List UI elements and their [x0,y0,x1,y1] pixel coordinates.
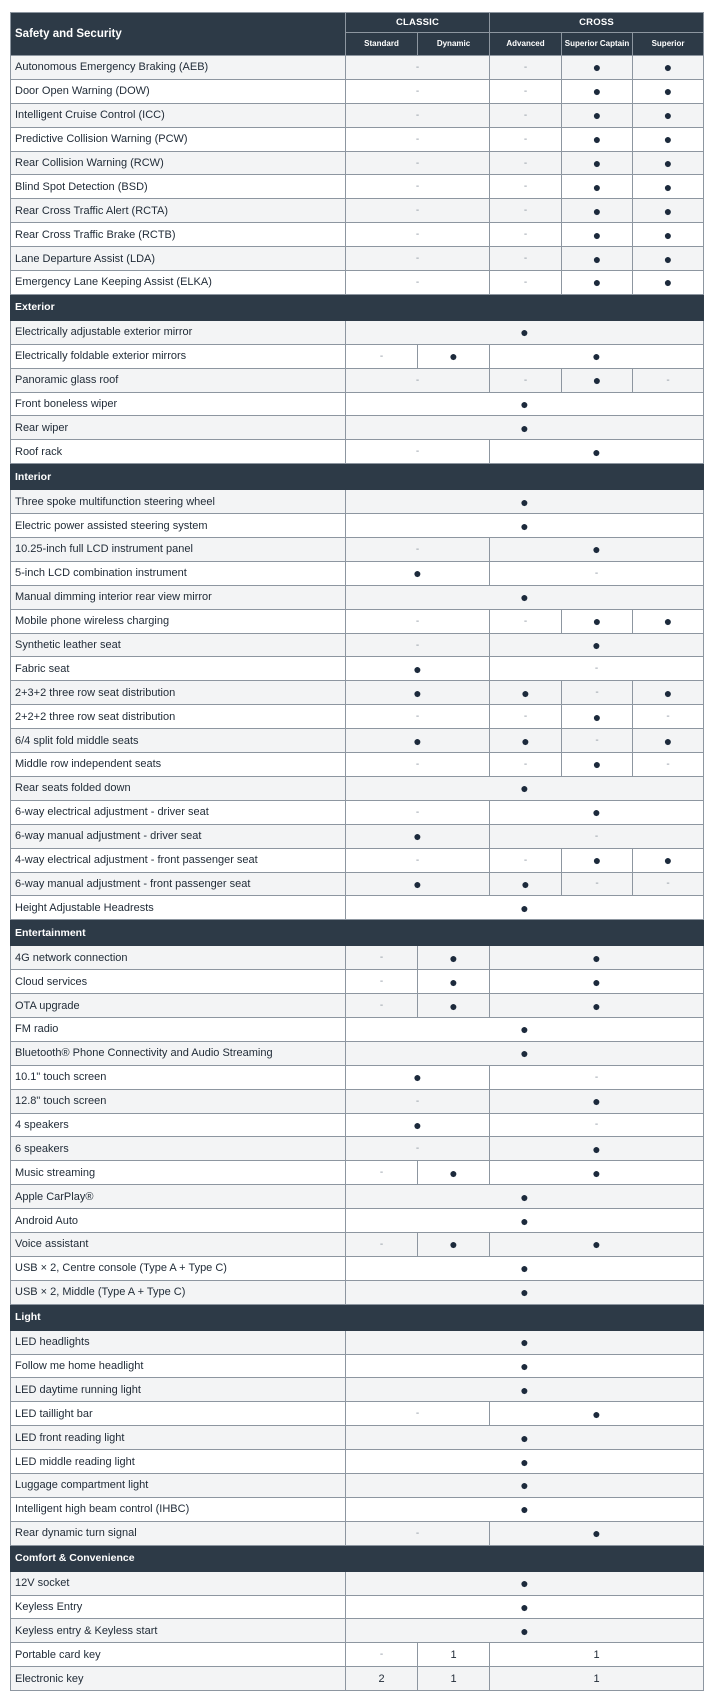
not-included-dash: - [490,657,704,681]
not-included-dash: - [346,1643,418,1667]
feature-label: Predictive Collision Warning (PCW) [11,127,346,151]
included-dot-icon: ● [490,538,704,562]
feature-label: LED middle reading light [11,1450,346,1474]
included-dot-icon: ● [562,753,633,777]
table-row [11,344,704,368]
table-row [11,1280,704,1304]
included-dot-icon: ● [562,271,633,295]
feature-label: 6-way manual adjustment - front passenger seat [11,872,346,896]
feature-label: LED taillight bar [11,1402,346,1426]
included-dot-icon: ● [346,1619,704,1643]
table-row [11,1643,704,1667]
included-dot-icon: ● [346,657,490,681]
feature-label: Three spoke multifunction steering wheel [11,490,346,514]
not-included-dash: - [490,223,562,247]
table-row [11,1595,704,1619]
variant-header-superior: Superior [633,33,704,56]
table-row [11,175,704,199]
table-row [11,824,704,848]
included-dot-icon: ● [562,247,633,271]
table-row [11,1619,704,1643]
not-included-dash: - [490,824,704,848]
included-dot-icon: ● [562,79,633,103]
included-dot-icon: ● [490,994,704,1018]
feature-label: Manual dimming interior rear view mirror [11,585,346,609]
included-dot-icon: ● [346,1185,704,1209]
quantity-value: 1 [418,1667,490,1691]
section-title: Comfort & Convenience [11,1545,704,1571]
included-dot-icon: ● [418,1161,490,1185]
feature-label: Rear wiper [11,416,346,440]
table-row [11,1041,704,1065]
included-dot-icon: ● [562,56,633,80]
feature-label: Electrically foldable exterior mirrors [11,344,346,368]
feature-label: Rear Cross Traffic Brake (RCTB) [11,223,346,247]
not-included-dash: - [346,705,490,729]
not-included-dash: - [490,199,562,223]
included-dot-icon: ● [490,1521,704,1545]
section-title: Light [11,1304,704,1330]
feature-label: Android Auto [11,1209,346,1233]
included-dot-icon: ● [633,247,704,271]
feature-label: Follow me home headlight [11,1354,346,1378]
not-included-dash: - [490,79,562,103]
table-row [11,946,704,970]
not-included-dash: - [346,344,418,368]
feature-label: Synthetic leather seat [11,633,346,657]
not-included-dash: - [490,1113,704,1137]
table-row [11,585,704,609]
not-included-dash: - [633,753,704,777]
not-included-dash: - [346,970,418,994]
included-dot-icon: ● [490,1161,704,1185]
not-included-dash: - [346,633,490,657]
feature-label: 6-way manual adjustment - driver seat [11,824,346,848]
table-row [11,1113,704,1137]
included-dot-icon: ● [346,1571,704,1595]
feature-label: Autonomous Emergency Braking (AEB) [11,56,346,80]
not-included-dash: - [346,223,490,247]
included-dot-icon: ● [346,1473,704,1497]
section-title: Entertainment [11,920,704,946]
included-dot-icon: ● [490,344,704,368]
spec-table-header [11,13,704,56]
included-dot-icon: ● [346,514,704,538]
not-included-dash: - [346,440,490,464]
feature-label: 2+2+2 three row seat distribution [11,705,346,729]
feature-label: 6 speakers [11,1137,346,1161]
included-dot-icon: ● [346,1256,704,1280]
included-dot-icon: ● [490,1232,704,1256]
included-dot-icon: ● [490,633,704,657]
feature-label: Panoramic glass roof [11,368,346,392]
included-dot-icon: ● [346,1497,704,1521]
included-dot-icon: ● [346,1595,704,1619]
not-included-dash: - [346,800,490,824]
included-dot-icon: ● [418,994,490,1018]
table-row [11,729,704,753]
not-included-dash: - [490,247,562,271]
feature-label: 6-way electrical adjustment - driver seat [11,800,346,824]
table-row [11,561,704,585]
included-dot-icon: ● [346,776,704,800]
table-row [11,79,704,103]
not-included-dash: - [346,1137,490,1161]
included-dot-icon: ● [346,729,490,753]
not-included-dash: - [490,103,562,127]
table-row [11,538,704,562]
included-dot-icon: ● [346,585,704,609]
not-included-dash: - [346,56,490,80]
included-dot-icon: ● [346,824,490,848]
table-row [11,1497,704,1521]
section-header [11,920,704,946]
table-row [11,657,704,681]
table-row [11,1017,704,1041]
not-included-dash: - [633,872,704,896]
table-title: Safety and Security [11,13,346,56]
not-included-dash: - [490,151,562,175]
feature-label: 10.25-inch full LCD instrument panel [11,538,346,562]
included-dot-icon: ● [346,1113,490,1137]
table-row [11,705,704,729]
feature-label: Keyless entry & Keyless start [11,1619,346,1643]
included-dot-icon: ● [346,416,704,440]
included-dot-icon: ● [633,127,704,151]
feature-label: Keyless Entry [11,1595,346,1619]
feature-label: 12V socket [11,1571,346,1595]
table-row [11,970,704,994]
variant-header-dynamic: Dynamic [418,33,490,56]
included-dot-icon: ● [490,1137,704,1161]
table-row [11,56,704,80]
not-included-dash: - [346,994,418,1018]
feature-label: Fabric seat [11,657,346,681]
feature-label: Intelligent high beam control (IHBC) [11,1497,346,1521]
table-row [11,800,704,824]
feature-label: Middle row independent seats [11,753,346,777]
table-row [11,440,704,464]
table-row [11,1161,704,1185]
included-dot-icon: ● [346,1354,704,1378]
included-dot-icon: ● [346,1330,704,1354]
table-row [11,1137,704,1161]
included-dot-icon: ● [633,175,704,199]
included-dot-icon: ● [418,344,490,368]
table-row [11,633,704,657]
quantity-value: 1 [418,1643,490,1667]
included-dot-icon: ● [490,1402,704,1426]
included-dot-icon: ● [346,1041,704,1065]
included-dot-icon: ● [490,681,562,705]
table-row [11,776,704,800]
table-row [11,416,704,440]
feature-label: 5-inch LCD combination instrument [11,561,346,585]
feature-label: 4G network connection [11,946,346,970]
included-dot-icon: ● [490,946,704,970]
included-dot-icon: ● [562,848,633,872]
table-row [11,1089,704,1113]
not-included-dash: - [346,271,490,295]
table-row [11,1378,704,1402]
table-row [11,1426,704,1450]
included-dot-icon: ● [346,490,704,514]
included-dot-icon: ● [633,199,704,223]
included-dot-icon: ● [633,103,704,127]
included-dot-icon: ● [633,609,704,633]
feature-label: Rear seats folded down [11,776,346,800]
not-included-dash: - [346,151,490,175]
included-dot-icon: ● [418,970,490,994]
section-header [11,1304,704,1330]
section-header [11,1545,704,1571]
table-row [11,320,704,344]
not-included-dash: - [346,1521,490,1545]
included-dot-icon: ● [490,729,562,753]
table-row [11,848,704,872]
feature-label: Apple CarPlay® [11,1185,346,1209]
table-row [11,199,704,223]
included-dot-icon: ● [346,561,490,585]
not-included-dash: - [490,1065,704,1089]
table-row [11,681,704,705]
not-included-dash: - [633,705,704,729]
table-row [11,1571,704,1595]
included-dot-icon: ● [633,151,704,175]
included-dot-icon: ● [346,1209,704,1233]
feature-label: Lane Departure Assist (LDA) [11,247,346,271]
not-included-dash: - [490,175,562,199]
not-included-dash: - [346,538,490,562]
not-included-dash: - [562,729,633,753]
not-included-dash: - [346,175,490,199]
feature-label: 10.1" touch screen [11,1065,346,1089]
table-row [11,223,704,247]
feature-label: Voice assistant [11,1232,346,1256]
included-dot-icon: ● [418,1232,490,1256]
included-dot-icon: ● [346,1378,704,1402]
not-included-dash: - [346,1232,418,1256]
not-included-dash: - [346,247,490,271]
feature-label: Roof rack [11,440,346,464]
feature-label: Height Adjustable Headrests [11,896,346,920]
feature-label: USB × 2, Centre console (Type A + Type C) [11,1256,346,1280]
not-included-dash: - [490,848,562,872]
table-row [11,994,704,1018]
spec-table [10,12,704,1691]
not-included-dash: - [490,271,562,295]
feature-label: Rear Cross Traffic Alert (RCTA) [11,199,346,223]
feature-label: Cloud services [11,970,346,994]
not-included-dash: - [490,753,562,777]
included-dot-icon: ● [633,848,704,872]
included-dot-icon: ● [346,1017,704,1041]
not-included-dash: - [346,1402,490,1426]
not-included-dash: - [346,946,418,970]
table-row [11,392,704,416]
not-included-dash: - [490,705,562,729]
table-row [11,151,704,175]
table-row [11,1256,704,1280]
included-dot-icon: ● [562,103,633,127]
included-dot-icon: ● [346,1450,704,1474]
not-included-dash: - [490,561,704,585]
feature-label: 4 speakers [11,1113,346,1137]
not-included-dash: - [346,1161,418,1185]
included-dot-icon: ● [346,1426,704,1450]
table-row [11,1521,704,1545]
variant-header-standard: Standard [346,33,418,56]
table-row [11,1209,704,1233]
included-dot-icon: ● [346,392,704,416]
section-title: Exterior [11,294,704,320]
included-dot-icon: ● [562,609,633,633]
included-dot-icon: ● [490,872,562,896]
table-row [11,127,704,151]
included-dot-icon: ● [562,705,633,729]
table-row [11,103,704,127]
variant-header-advanced: Advanced [490,33,562,56]
feature-label: 4-way electrical adjustment - front passenger seat [11,848,346,872]
not-included-dash: - [490,127,562,151]
quantity-value: 1 [490,1667,704,1691]
table-row [11,368,704,392]
section-header [11,294,704,320]
included-dot-icon: ● [633,681,704,705]
included-dot-icon: ● [562,223,633,247]
not-included-dash: - [346,368,490,392]
table-row [11,271,704,295]
quantity-value: 2 [346,1667,418,1691]
feature-label: Intelligent Cruise Control (ICC) [11,103,346,127]
feature-label: Music streaming [11,1161,346,1185]
not-included-dash: - [346,753,490,777]
group-header-classic: CLASSIC [346,13,490,33]
included-dot-icon: ● [562,127,633,151]
feature-label: 2+3+2 three row seat distribution [11,681,346,705]
included-dot-icon: ● [633,223,704,247]
table-row [11,753,704,777]
feature-label: Portable card key [11,1643,346,1667]
feature-label: Mobile phone wireless charging [11,609,346,633]
feature-label: Rear Collision Warning (RCW) [11,151,346,175]
table-row [11,1065,704,1089]
feature-label: USB × 2, Middle (Type A + Type C) [11,1280,346,1304]
feature-label: LED headlights [11,1330,346,1354]
quantity-value: 1 [490,1643,704,1667]
feature-label: 6/4 split fold middle seats [11,729,346,753]
table-row [11,896,704,920]
table-row [11,490,704,514]
not-included-dash: - [346,848,490,872]
feature-label: Luggage compartment light [11,1473,346,1497]
included-dot-icon: ● [490,970,704,994]
table-row [11,1473,704,1497]
not-included-dash: - [346,127,490,151]
table-row [11,1402,704,1426]
included-dot-icon: ● [346,681,490,705]
table-row [11,872,704,896]
included-dot-icon: ● [346,872,490,896]
feature-label: 12.8" touch screen [11,1089,346,1113]
table-row [11,1232,704,1256]
feature-label: OTA upgrade [11,994,346,1018]
table-row [11,1354,704,1378]
included-dot-icon: ● [346,320,704,344]
table-row [11,1330,704,1354]
included-dot-icon: ● [562,151,633,175]
not-included-dash: - [346,199,490,223]
not-included-dash: - [633,368,704,392]
not-included-dash: - [490,609,562,633]
not-included-dash: - [346,609,490,633]
feature-label: Rear dynamic turn signal [11,1521,346,1545]
included-dot-icon: ● [490,800,704,824]
feature-label: FM radio [11,1017,346,1041]
feature-label: LED front reading light [11,1426,346,1450]
feature-label: Electrically adjustable exterior mirror [11,320,346,344]
included-dot-icon: ● [490,1089,704,1113]
not-included-dash: - [562,872,633,896]
variant-header-superior-captain: Superior Captain [562,33,633,56]
feature-label: Front boneless wiper [11,392,346,416]
not-included-dash: - [346,1089,490,1113]
table-row [11,1667,704,1691]
not-included-dash: - [346,103,490,127]
included-dot-icon: ● [346,1280,704,1304]
table-row [11,247,704,271]
included-dot-icon: ● [633,271,704,295]
spec-table-body [11,56,704,1691]
table-row [11,1185,704,1209]
section-title: Interior [11,464,704,490]
included-dot-icon: ● [562,199,633,223]
included-dot-icon: ● [346,896,704,920]
feature-label: Bluetooth® Phone Connectivity and Audio Streaming [11,1041,346,1065]
included-dot-icon: ● [633,79,704,103]
table-row [11,609,704,633]
feature-label: Blind Spot Detection (BSD) [11,175,346,199]
not-included-dash: - [346,79,490,103]
section-header [11,464,704,490]
table-row [11,1450,704,1474]
included-dot-icon: ● [562,175,633,199]
included-dot-icon: ● [418,946,490,970]
not-included-dash: - [562,681,633,705]
group-header-cross: CROSS [490,13,704,33]
not-included-dash: - [490,56,562,80]
included-dot-icon: ● [346,1065,490,1089]
feature-label: Electronic key [11,1667,346,1691]
table-row [11,514,704,538]
included-dot-icon: ● [633,56,704,80]
included-dot-icon: ● [562,368,633,392]
feature-label: Door Open Warning (DOW) [11,79,346,103]
feature-label: Electric power assisted steering system [11,514,346,538]
feature-label: Emergency Lane Keeping Assist (ELKA) [11,271,346,295]
included-dot-icon: ● [490,440,704,464]
not-included-dash: - [490,368,562,392]
included-dot-icon: ● [633,729,704,753]
feature-label: LED daytime running light [11,1378,346,1402]
